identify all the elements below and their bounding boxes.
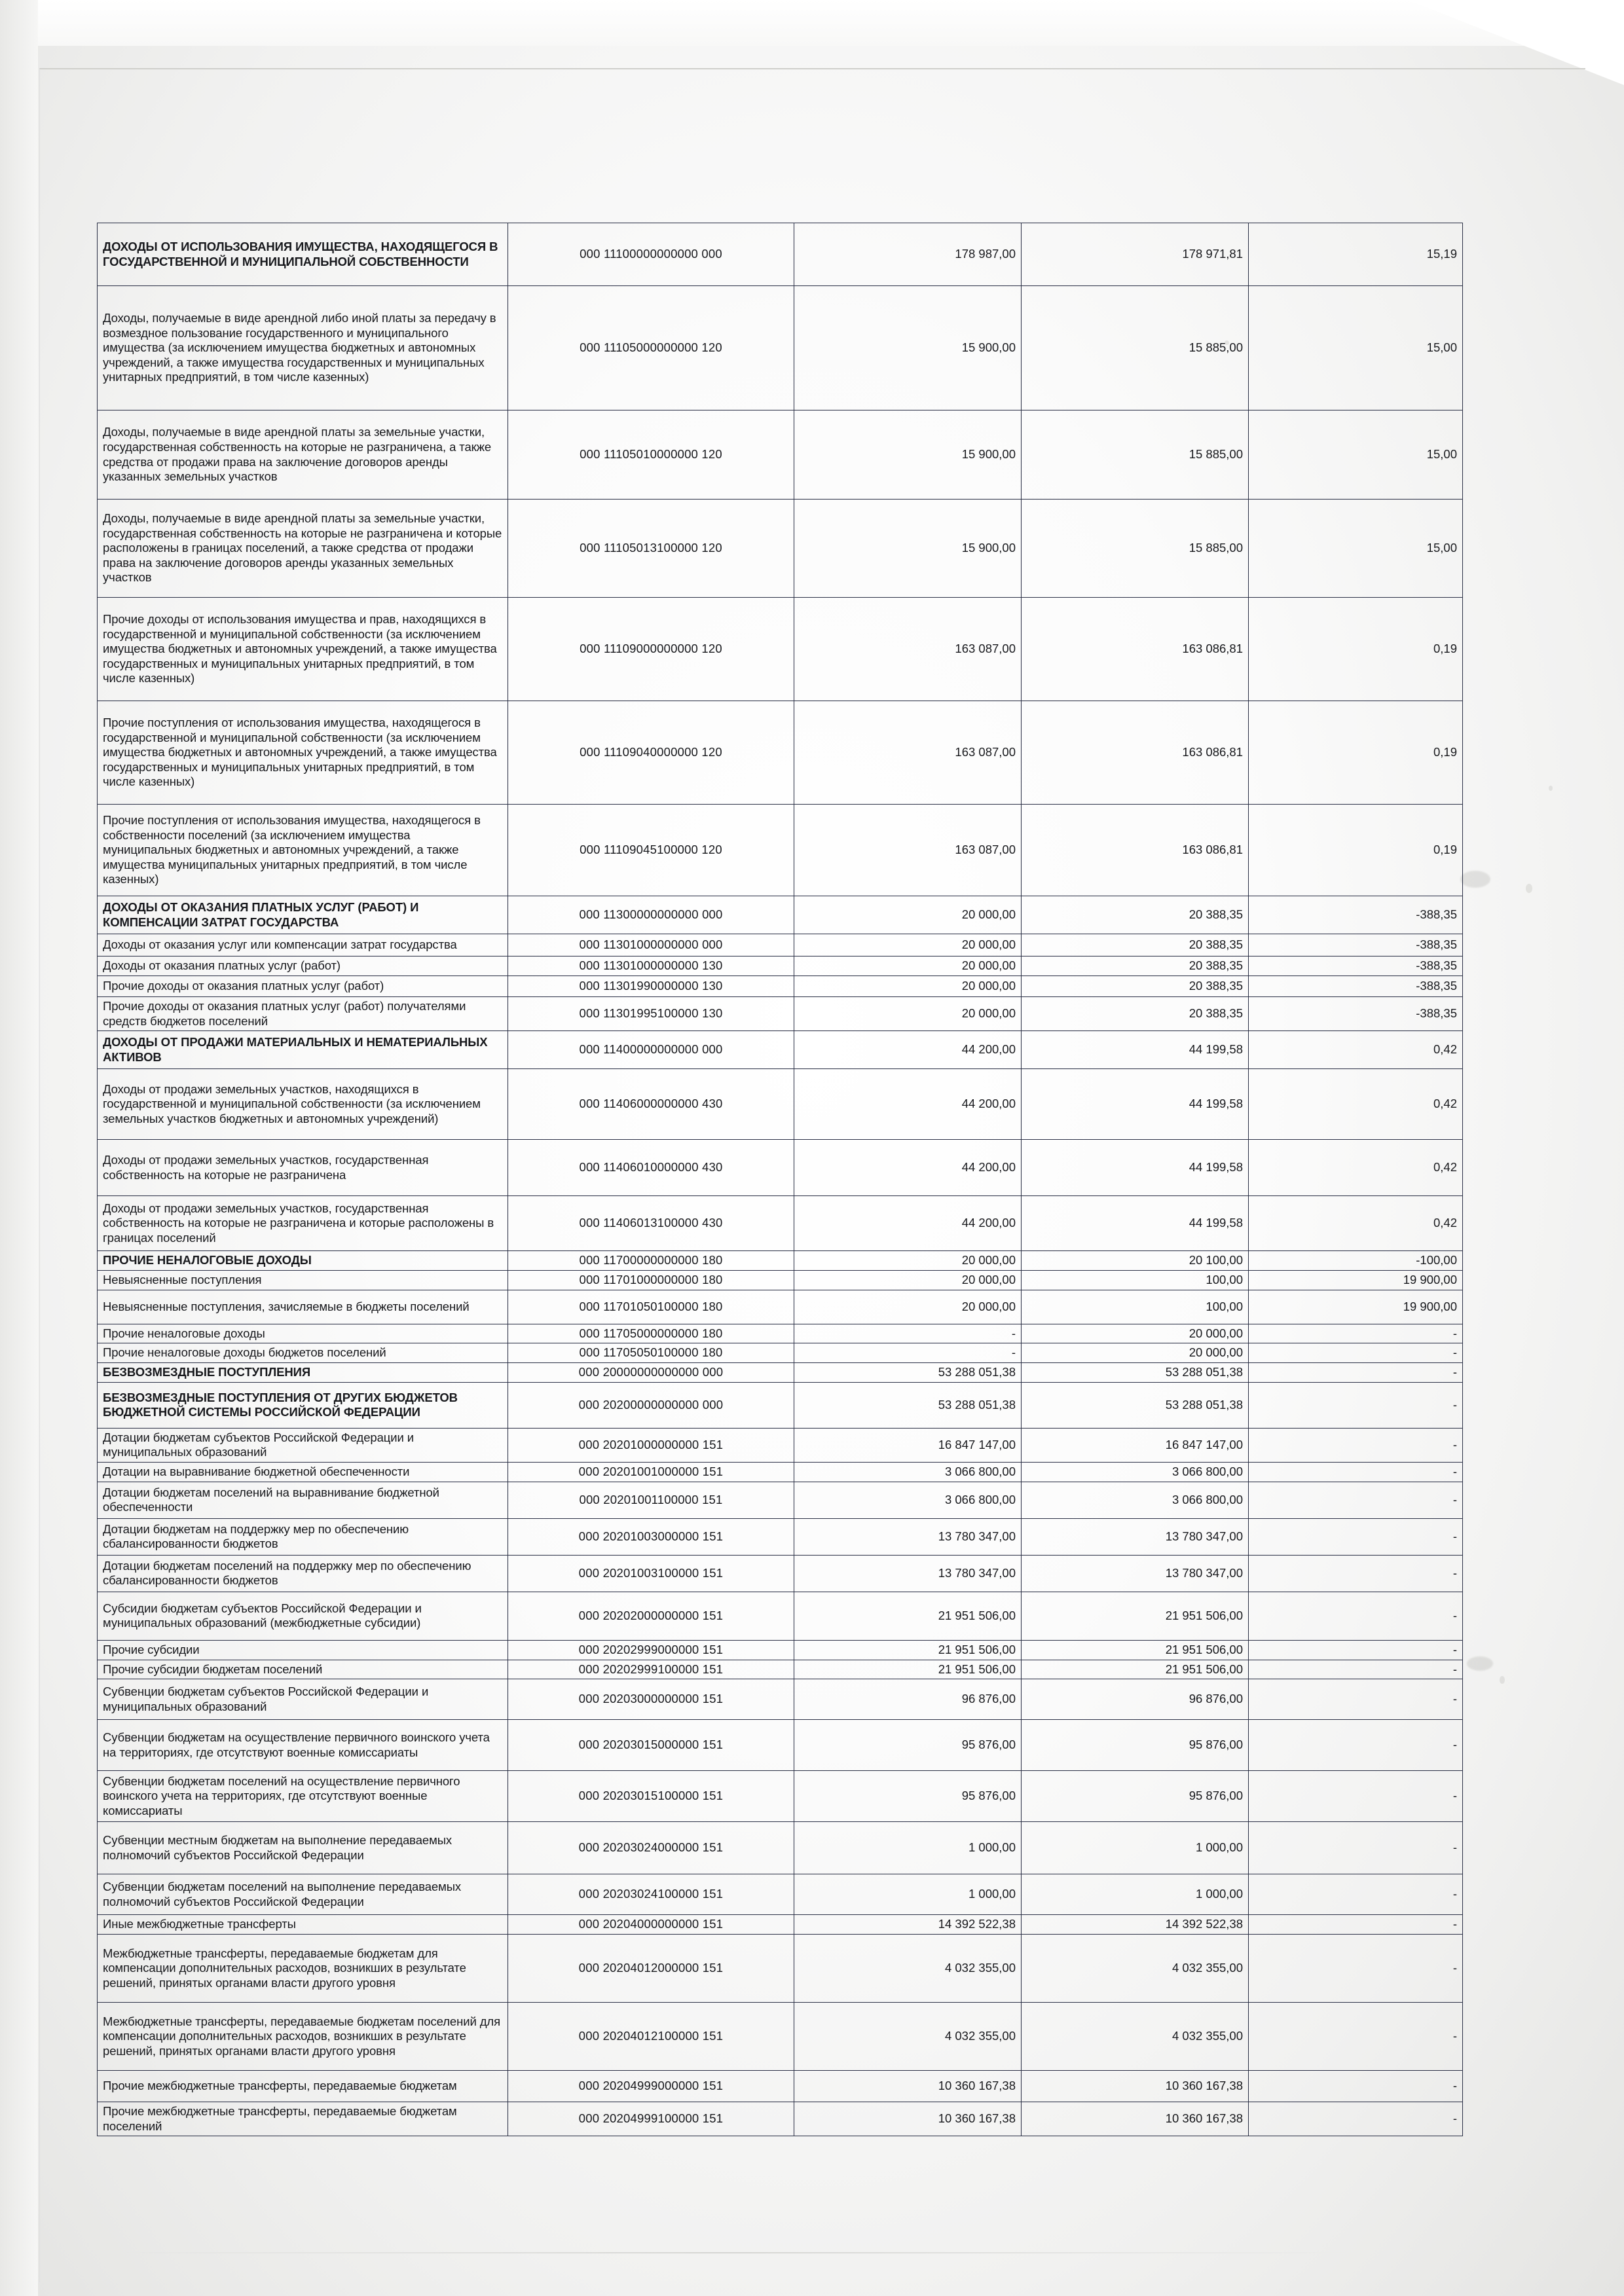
row-budget-code: 000 11105013100000 120 xyxy=(508,500,794,598)
row-budget-code: 000 20201003000000 151 xyxy=(508,1518,794,1555)
row-approved-amount: 1 000,00 xyxy=(794,1822,1022,1874)
row-indicator-name: Прочие неналоговые доходы бюджетов поселений xyxy=(98,1343,508,1363)
row-approved-amount: 20 000,00 xyxy=(794,1251,1022,1271)
row-executed-amount: 21 951 506,00 xyxy=(1022,1592,1249,1640)
row-indicator-name: Дотации бюджетам на поддержку мер по обеспечению сбалансированности бюджетов xyxy=(98,1518,508,1555)
table-row xyxy=(98,1251,1463,1271)
row-approved-amount: 21 951 506,00 xyxy=(794,1660,1022,1679)
table-row xyxy=(98,805,1463,896)
row-budget-code: 000 11301000000000 000 xyxy=(508,934,794,957)
row-indicator-name: Доходы от продажи земельных участков, находящихся в государственной и муниципальной собственности (за исключением земельных участков бюджетных и автономных учреждений) xyxy=(98,1069,508,1140)
table-row xyxy=(98,500,1463,598)
row-unexecuted-amount: 0,42 xyxy=(1249,1196,1463,1251)
row-executed-amount: 15 885,00 xyxy=(1022,286,1249,410)
table-row xyxy=(98,598,1463,701)
row-indicator-name: Доходы, получаемые в виде арендной платы за земельные участки, государственная собственность на которые не разграничена, а также средства от продажи права на заключение договоров аренды указанных земельных участков xyxy=(98,410,508,500)
row-approved-amount: 178 987,00 xyxy=(794,223,1022,286)
table-row xyxy=(98,286,1463,410)
row-approved-amount: 44 200,00 xyxy=(794,1140,1022,1196)
row-budget-code: 000 20204999000000 151 xyxy=(508,2071,794,2102)
row-indicator-name: Прочие доходы от оказания платных услуг (работ) xyxy=(98,976,508,997)
row-executed-amount: 20 100,00 xyxy=(1022,1251,1249,1271)
table-row xyxy=(98,1196,1463,1251)
row-unexecuted-amount: - xyxy=(1249,2003,1463,2071)
row-unexecuted-amount: - xyxy=(1249,2102,1463,2136)
table-row xyxy=(98,1915,1463,1935)
row-executed-amount: 15 885,00 xyxy=(1022,410,1249,500)
scan-smudge xyxy=(1460,871,1490,888)
row-unexecuted-amount: - xyxy=(1249,1874,1463,1915)
row-approved-amount: 20 000,00 xyxy=(794,1271,1022,1290)
row-unexecuted-amount: 0,19 xyxy=(1249,598,1463,701)
row-approved-amount: 20 000,00 xyxy=(794,976,1022,997)
row-indicator-name: Прочие межбюджетные трансферты, передаваемые бюджетам поселений xyxy=(98,2102,508,2136)
paper-speck xyxy=(1549,786,1553,791)
row-unexecuted-amount: - xyxy=(1249,1660,1463,1679)
row-approved-amount: 20 000,00 xyxy=(794,934,1022,957)
row-approved-amount: 21 951 506,00 xyxy=(794,1592,1022,1640)
row-approved-amount: 44 200,00 xyxy=(794,1069,1022,1140)
row-executed-amount: 3 066 800,00 xyxy=(1022,1482,1249,1518)
table-row xyxy=(98,1462,1463,1482)
row-unexecuted-amount: - xyxy=(1249,1518,1463,1555)
table-row xyxy=(98,976,1463,997)
row-approved-amount: 53 288 051,38 xyxy=(794,1362,1022,1382)
row-approved-amount: 15 900,00 xyxy=(794,500,1022,598)
row-approved-amount: 4 032 355,00 xyxy=(794,2003,1022,2071)
row-executed-amount: 10 360 167,38 xyxy=(1022,2102,1249,2136)
row-approved-amount: 20 000,00 xyxy=(794,997,1022,1031)
table-row xyxy=(98,1362,1463,1382)
row-budget-code: 000 11105010000000 120 xyxy=(508,410,794,500)
row-budget-code: 000 11301995100000 130 xyxy=(508,997,794,1031)
row-unexecuted-amount: - xyxy=(1249,1343,1463,1363)
row-executed-amount: 1 000,00 xyxy=(1022,1874,1249,1915)
scan-left-edge xyxy=(0,0,38,2296)
table-row xyxy=(98,1428,1463,1462)
row-budget-code: 000 11406010000000 430 xyxy=(508,1140,794,1196)
row-approved-amount: 1 000,00 xyxy=(794,1874,1022,1915)
row-approved-amount: 95 876,00 xyxy=(794,1720,1022,1771)
row-budget-code: 000 11109045100000 120 xyxy=(508,805,794,896)
row-budget-code: 000 20201001100000 151 xyxy=(508,1482,794,1518)
table-row xyxy=(98,1640,1463,1660)
row-unexecuted-amount: - xyxy=(1249,1679,1463,1720)
row-executed-amount: 20 388,35 xyxy=(1022,957,1249,976)
scan-streak xyxy=(105,2252,1349,2253)
row-indicator-name: ДОХОДЫ ОТ ПРОДАЖИ МАТЕРИАЛЬНЫХ И НЕМАТЕРИАЛЬНЫХ АКТИВОВ xyxy=(98,1031,508,1069)
table-row xyxy=(98,1069,1463,1140)
paper-speck xyxy=(1500,1676,1505,1684)
row-budget-code: 000 11701000000000 180 xyxy=(508,1271,794,1290)
row-indicator-name: ДОХОДЫ ОТ ОКАЗАНИЯ ПЛАТНЫХ УСЛУГ (РАБОТ) И КОМПЕНСАЦИИ ЗАТРАТ ГОСУДАРСТВА xyxy=(98,896,508,934)
row-executed-amount: 4 032 355,00 xyxy=(1022,2003,1249,2071)
row-unexecuted-amount: -388,35 xyxy=(1249,997,1463,1031)
row-executed-amount: 44 199,58 xyxy=(1022,1140,1249,1196)
row-approved-amount: 44 200,00 xyxy=(794,1031,1022,1069)
row-executed-amount: 20 000,00 xyxy=(1022,1324,1249,1343)
row-indicator-name: Доходы от оказания платных услуг (работ) xyxy=(98,957,508,976)
row-unexecuted-amount: 15,00 xyxy=(1249,286,1463,410)
row-unexecuted-amount: -100,00 xyxy=(1249,1251,1463,1271)
row-unexecuted-amount: 15,00 xyxy=(1249,500,1463,598)
table-row xyxy=(98,997,1463,1031)
row-executed-amount: 21 951 506,00 xyxy=(1022,1660,1249,1679)
row-approved-amount: 20 000,00 xyxy=(794,1290,1022,1324)
row-approved-amount: 95 876,00 xyxy=(794,1771,1022,1822)
row-indicator-name: Доходы от продажи земельных участков, государственная собственность на которые не разграничена xyxy=(98,1140,508,1196)
table-row xyxy=(98,957,1463,976)
row-approved-amount: 96 876,00 xyxy=(794,1679,1022,1720)
row-executed-amount: 10 360 167,38 xyxy=(1022,2071,1249,2102)
row-approved-amount: 53 288 051,38 xyxy=(794,1382,1022,1428)
row-approved-amount: 44 200,00 xyxy=(794,1196,1022,1251)
table-row xyxy=(98,223,1463,286)
row-budget-code: 000 11406013100000 430 xyxy=(508,1196,794,1251)
row-executed-amount: 44 199,58 xyxy=(1022,1031,1249,1069)
row-unexecuted-amount: - xyxy=(1249,1324,1463,1343)
row-unexecuted-amount: - xyxy=(1249,1720,1463,1771)
row-unexecuted-amount: - xyxy=(1249,1915,1463,1935)
table-row xyxy=(98,934,1463,957)
row-indicator-name: Прочие неналоговые доходы xyxy=(98,1324,508,1343)
table-row xyxy=(98,1822,1463,1874)
row-approved-amount: - xyxy=(794,1343,1022,1363)
table-row xyxy=(98,2102,1463,2136)
row-approved-amount: 163 087,00 xyxy=(794,598,1022,701)
row-budget-code: 000 11105000000000 120 xyxy=(508,286,794,410)
row-executed-amount: 20 388,35 xyxy=(1022,934,1249,957)
table-row xyxy=(98,1874,1463,1915)
row-budget-code: 000 20203015100000 151 xyxy=(508,1771,794,1822)
row-unexecuted-amount: - xyxy=(1249,1822,1463,1874)
table-row xyxy=(98,1935,1463,2003)
row-indicator-name: Иные межбюджетные трансферты xyxy=(98,1915,508,1935)
row-indicator-name: Невыясненные поступления xyxy=(98,1271,508,1290)
row-indicator-name: Субвенции бюджетам на осуществление первичного воинского учета на территориях, где отсутствуют военные комиссариаты xyxy=(98,1720,508,1771)
row-unexecuted-amount: 19 900,00 xyxy=(1249,1271,1463,1290)
row-approved-amount: 4 032 355,00 xyxy=(794,1935,1022,2003)
row-budget-code: 000 20204000000000 151 xyxy=(508,1915,794,1935)
row-budget-code: 000 11701050100000 180 xyxy=(508,1290,794,1324)
row-executed-amount: 1 000,00 xyxy=(1022,1822,1249,1874)
row-indicator-name: Доходы, получаемые в виде арендной платы за земельные участки, государственная собственность на которые не разграничена и которые расположены в границах поселений, а также средства от продажи права на заключение договоров аренды указанных земельных участков xyxy=(98,500,508,598)
row-budget-code: 000 20201003100000 151 xyxy=(508,1555,794,1592)
row-unexecuted-amount: 0,19 xyxy=(1249,805,1463,896)
budget-revenue-table xyxy=(97,223,1463,2136)
row-executed-amount: 16 847 147,00 xyxy=(1022,1428,1249,1462)
row-executed-amount: 53 288 051,38 xyxy=(1022,1382,1249,1428)
row-budget-code: 000 20200000000000 000 xyxy=(508,1382,794,1428)
row-unexecuted-amount: 0,42 xyxy=(1249,1069,1463,1140)
row-unexecuted-amount: 0,42 xyxy=(1249,1031,1463,1069)
row-budget-code: 000 20201001000000 151 xyxy=(508,1462,794,1482)
row-indicator-name: Прочие поступления от использования имущества, находящегося в собственности поселений (за исключением имущества муниципальных бюджетных и автономных учреждений, а также имущества муниципальных унитарных предприятий, в том числе казенных) xyxy=(98,805,508,896)
row-indicator-name: БЕЗВОЗМЕЗДНЫЕ ПОСТУПЛЕНИЯ ОТ ДРУГИХ БЮДЖЕТОВ БЮДЖЕТНОЙ СИСТЕМЫ РОССИЙСКОЙ ФЕДЕРАЦИИ xyxy=(98,1382,508,1428)
row-approved-amount: - xyxy=(794,1324,1022,1343)
row-indicator-name: Прочие поступления от использования имущества, находящегося в государственной и муниципальной собственности (за исключением имущества бюджетных и автономных учреждений, а также имущества государственных и муниципальных унитарных предприятий, в том числе казенных) xyxy=(98,701,508,805)
row-executed-amount: 178 971,81 xyxy=(1022,223,1249,286)
row-budget-code: 000 11705000000000 180 xyxy=(508,1324,794,1343)
row-executed-amount: 95 876,00 xyxy=(1022,1720,1249,1771)
row-executed-amount: 100,00 xyxy=(1022,1271,1249,1290)
row-budget-code: 000 11300000000000 000 xyxy=(508,896,794,934)
row-budget-code: 000 20204012000000 151 xyxy=(508,1935,794,2003)
row-unexecuted-amount: 15,00 xyxy=(1249,410,1463,500)
row-budget-code: 000 11406000000000 430 xyxy=(508,1069,794,1140)
row-executed-amount: 20 388,35 xyxy=(1022,976,1249,997)
row-indicator-name: БЕЗВОЗМЕЗДНЫЕ ПОСТУПЛЕНИЯ xyxy=(98,1362,508,1382)
row-unexecuted-amount: 0,19 xyxy=(1249,701,1463,805)
row-executed-amount: 44 199,58 xyxy=(1022,1196,1249,1251)
row-approved-amount: 15 900,00 xyxy=(794,410,1022,500)
table-row xyxy=(98,1343,1463,1363)
table-row xyxy=(98,1482,1463,1518)
table-row xyxy=(98,1555,1463,1592)
row-budget-code: 000 20000000000000 000 xyxy=(508,1362,794,1382)
row-approved-amount: 10 360 167,38 xyxy=(794,2102,1022,2136)
row-unexecuted-amount: - xyxy=(1249,1462,1463,1482)
row-budget-code: 000 11109000000000 120 xyxy=(508,598,794,701)
row-indicator-name: Дотации бюджетам поселений на поддержку мер по обеспечению сбалансированности бюджетов xyxy=(98,1555,508,1592)
row-unexecuted-amount: -388,35 xyxy=(1249,934,1463,957)
row-indicator-name: Межбюджетные трансферты, передаваемые бюджетам для компенсации дополнительных расходов, возникших в результате решений, принятых органами власти другого уровня xyxy=(98,1935,508,2003)
row-budget-code: 000 20203015000000 151 xyxy=(508,1720,794,1771)
row-executed-amount: 3 066 800,00 xyxy=(1022,1462,1249,1482)
row-indicator-name: Субвенции бюджетам субъектов Российской Федерации и муниципальных образований xyxy=(98,1679,508,1720)
row-indicator-name: Субвенции бюджетам поселений на выполнение передаваемых полномочий субъектов Российской Федерации xyxy=(98,1874,508,1915)
row-executed-amount: 21 951 506,00 xyxy=(1022,1640,1249,1660)
row-executed-amount: 100,00 xyxy=(1022,1290,1249,1324)
row-budget-code: 000 20202999100000 151 xyxy=(508,1660,794,1679)
row-indicator-name: Прочие доходы от использования имущества и прав, находящихся в государственной и муниципальной собственности (за исключением имущества бюджетных и автономных учреждений, а также имущества государственных и муниципальных унитарных предприятий, в том числе казенных) xyxy=(98,598,508,701)
table-row xyxy=(98,1592,1463,1640)
row-budget-code: 000 20203024100000 151 xyxy=(508,1874,794,1915)
row-budget-code: 000 11301990000000 130 xyxy=(508,976,794,997)
row-indicator-name: ДОХОДЫ ОТ ИСПОЛЬЗОВАНИЯ ИМУЩЕСТВА, НАХОДЯЩЕГОСЯ В ГОСУДАРСТВЕННОЙ И МУНИЦИПАЛЬНОЙ СОБСТВЕННОСТИ xyxy=(98,223,508,286)
row-unexecuted-amount: -388,35 xyxy=(1249,976,1463,997)
row-unexecuted-amount: - xyxy=(1249,1555,1463,1592)
table-row xyxy=(98,1271,1463,1290)
table-row xyxy=(98,1031,1463,1069)
table-row xyxy=(98,1518,1463,1555)
row-indicator-name: Прочие субсидии xyxy=(98,1640,508,1660)
row-executed-amount: 163 086,81 xyxy=(1022,805,1249,896)
row-unexecuted-amount: 19 900,00 xyxy=(1249,1290,1463,1324)
row-indicator-name: Доходы, получаемые в виде арендной либо иной платы за передачу в возмездное пользование государственного и муниципального имущества (за исключением имущества бюджетных и автономных учреждений, а также имущества государственных и муниципальных унитарных предприятий, в том числе казенных) xyxy=(98,286,508,410)
row-executed-amount: 20 388,35 xyxy=(1022,997,1249,1031)
row-budget-code: 000 11400000000000 000 xyxy=(508,1031,794,1069)
row-unexecuted-amount: 0,42 xyxy=(1249,1140,1463,1196)
row-unexecuted-amount: -388,35 xyxy=(1249,957,1463,976)
row-unexecuted-amount: - xyxy=(1249,1482,1463,1518)
row-indicator-name: ПРОЧИЕ НЕНАЛОГОВЫЕ ДОХОДЫ xyxy=(98,1251,508,1271)
row-executed-amount: 163 086,81 xyxy=(1022,701,1249,805)
row-indicator-name: Дотации на выравнивание бюджетной обеспеченности xyxy=(98,1462,508,1482)
table-row xyxy=(98,2003,1463,2071)
row-budget-code: 000 20203024000000 151 xyxy=(508,1822,794,1874)
row-indicator-name: Субвенции местным бюджетам на выполнение передаваемых полномочий субъектов Российской Федерации xyxy=(98,1822,508,1874)
paper-speck xyxy=(1526,884,1532,893)
row-budget-code: 000 20202999000000 151 xyxy=(508,1640,794,1660)
row-indicator-name: Дотации бюджетам поселений на выравнивание бюджетной обеспеченности xyxy=(98,1482,508,1518)
row-executed-amount: 163 086,81 xyxy=(1022,598,1249,701)
row-executed-amount: 53 288 051,38 xyxy=(1022,1362,1249,1382)
row-budget-code: 000 20201000000000 151 xyxy=(508,1428,794,1462)
row-executed-amount: 14 392 522,38 xyxy=(1022,1915,1249,1935)
row-indicator-name: Прочие доходы от оказания платных услуг (работ) получателями средств бюджетов поселений xyxy=(98,997,508,1031)
table-row xyxy=(98,1771,1463,1822)
row-executed-amount: 4 032 355,00 xyxy=(1022,1935,1249,2003)
table-row xyxy=(98,2071,1463,2102)
row-indicator-name: Межбюджетные трансферты, передаваемые бюджетам поселений для компенсации дополнительных расходов, возникших в результате решений, принятых органами власти другого уровня xyxy=(98,2003,508,2071)
row-indicator-name: Доходы от оказания услуг или компенсации затрат государства xyxy=(98,934,508,957)
row-budget-code: 000 11109040000000 120 xyxy=(508,701,794,805)
row-approved-amount: 21 951 506,00 xyxy=(794,1640,1022,1660)
row-budget-code: 000 20202000000000 151 xyxy=(508,1592,794,1640)
row-unexecuted-amount: - xyxy=(1249,1640,1463,1660)
scan-smudge xyxy=(1467,1656,1493,1671)
row-indicator-name: Субсидии бюджетам субъектов Российской Федерации и муниципальных образований (межбюджетные субсидии) xyxy=(98,1592,508,1640)
row-approved-amount: 16 847 147,00 xyxy=(794,1428,1022,1462)
row-budget-code: 000 11705050100000 180 xyxy=(508,1343,794,1363)
table-row xyxy=(98,1720,1463,1771)
table-row xyxy=(98,410,1463,500)
row-executed-amount: 13 780 347,00 xyxy=(1022,1518,1249,1555)
row-indicator-name: Прочие межбюджетные трансферты, передаваемые бюджетам xyxy=(98,2071,508,2102)
row-budget-code: 000 11700000000000 180 xyxy=(508,1251,794,1271)
table-body xyxy=(98,223,1463,2136)
table-row xyxy=(98,701,1463,805)
row-approved-amount: 14 392 522,38 xyxy=(794,1915,1022,1935)
table-row xyxy=(98,1290,1463,1324)
row-indicator-name: Прочие субсидии бюджетам поселений xyxy=(98,1660,508,1679)
table-row xyxy=(98,1324,1463,1343)
row-executed-amount: 44 199,58 xyxy=(1022,1069,1249,1140)
row-approved-amount: 20 000,00 xyxy=(794,957,1022,976)
row-budget-code: 000 20204999100000 151 xyxy=(508,2102,794,2136)
row-approved-amount: 15 900,00 xyxy=(794,286,1022,410)
row-budget-code: 000 20203000000000 151 xyxy=(508,1679,794,1720)
row-indicator-name: Субвенции бюджетам поселений на осуществление первичного воинского учета на территориях, где отсутствуют военные комиссариаты xyxy=(98,1771,508,1822)
row-unexecuted-amount: - xyxy=(1249,1771,1463,1822)
row-unexecuted-amount: -388,35 xyxy=(1249,896,1463,934)
row-indicator-name: Дотации бюджетам субъектов Российской Федерации и муниципальных образований xyxy=(98,1428,508,1462)
row-unexecuted-amount: - xyxy=(1249,1382,1463,1428)
row-unexecuted-amount: - xyxy=(1249,1362,1463,1382)
row-executed-amount: 13 780 347,00 xyxy=(1022,1555,1249,1592)
row-indicator-name: Доходы от продажи земельных участков, государственная собственность на которые не разграничена и которые расположены в границах поселений xyxy=(98,1196,508,1251)
row-executed-amount: 15 885,00 xyxy=(1022,500,1249,598)
table-row xyxy=(98,1660,1463,1679)
table-row xyxy=(98,1382,1463,1428)
row-executed-amount: 96 876,00 xyxy=(1022,1679,1249,1720)
row-approved-amount: 13 780 347,00 xyxy=(794,1555,1022,1592)
row-unexecuted-amount: - xyxy=(1249,1935,1463,2003)
row-unexecuted-amount: 15,19 xyxy=(1249,223,1463,286)
row-unexecuted-amount: - xyxy=(1249,1592,1463,1640)
row-unexecuted-amount: - xyxy=(1249,1428,1463,1462)
table-row xyxy=(98,896,1463,934)
row-approved-amount: 13 780 347,00 xyxy=(794,1518,1022,1555)
row-budget-code: 000 20204012100000 151 xyxy=(508,2003,794,2071)
row-executed-amount: 20 388,35 xyxy=(1022,896,1249,934)
row-budget-code: 000 11301000000000 130 xyxy=(508,957,794,976)
table-row xyxy=(98,1140,1463,1196)
scan-top-edge xyxy=(0,0,1624,46)
row-budget-code: 000 11100000000000 000 xyxy=(508,223,794,286)
row-approved-amount: 163 087,00 xyxy=(794,805,1022,896)
row-unexecuted-amount: - xyxy=(1249,2071,1463,2102)
row-approved-amount: 10 360 167,38 xyxy=(794,2071,1022,2102)
row-executed-amount: 20 000,00 xyxy=(1022,1343,1249,1363)
table-row xyxy=(98,1679,1463,1720)
row-approved-amount: 3 066 800,00 xyxy=(794,1462,1022,1482)
row-approved-amount: 163 087,00 xyxy=(794,701,1022,805)
row-indicator-name: Невыясненные поступления, зачисляемые в бюджеты поселений xyxy=(98,1290,508,1324)
row-approved-amount: 3 066 800,00 xyxy=(794,1482,1022,1518)
row-executed-amount: 95 876,00 xyxy=(1022,1771,1249,1822)
row-approved-amount: 20 000,00 xyxy=(794,896,1022,934)
